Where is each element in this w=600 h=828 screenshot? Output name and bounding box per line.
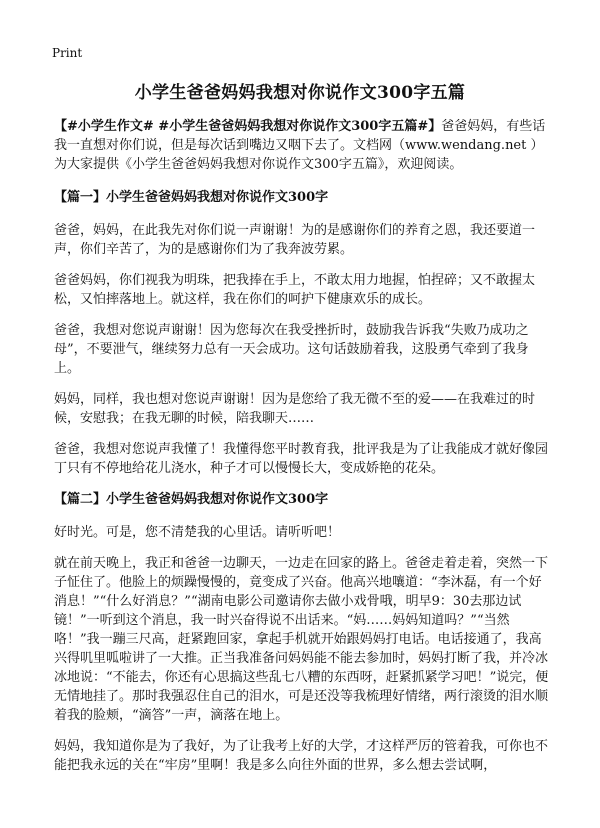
intro-lead: 【#小学生作文# #小学生爸爸妈妈我想对你说作文300字五篇#】 — [54, 119, 442, 134]
paragraph: 妈妈，我知道你是为了我好，为了让我考上好的大学，才这样严厉的管着我，可你也不能把我永远的关在“牢房”里啊！我是多么向往外面的世界，多么想去尝试啊， — [54, 739, 549, 773]
paragraph: 爸爸妈妈，你们视我为明珠，把我捧在手上，不敢太用力地握，怕捏碎；又不敢握太松，又怕摔落地上。就这样，我在你们的呵护下健康欢乐的成长。 — [54, 273, 536, 307]
intro-paragraph — [54, 117, 550, 174]
paragraph: 妈妈，同样，我也想对您说声谢谢！因为是您给了我无微不至的爱——在我难过的时候，安慰我；在我无聊的时候，陪我聊天…… — [54, 392, 536, 426]
paragraph: 爸爸，妈妈，在此我先对你们说一声谢谢！为的是感谢你们的养育之恩，我还要道一声，你们辛苦了，为的是感谢你们为了我奔波劳累。 — [54, 223, 536, 257]
paragraph: 爸爸，我想对您说声谢谢！因为您每次在我受挫折时，鼓励我告诉我“失败乃成功之母”，不要泄气，继续努力总有一天会成功。这句话鼓励着我，这股勇气牵到了我身上。 — [54, 323, 529, 376]
print-label: Print — [52, 46, 83, 60]
intro-text: 爸爸妈妈，有些话我一直想对你们说，但是每次话到嘴边又咽下去了。文档网（www.wendang.net ）为大家提供《小学生爸爸妈妈我想对你说作文300字五篇》，欢迎阅读。 — [54, 119, 546, 172]
paragraph: 就在前天晚上，我正和爸爸一边聊天，一边走在回家的路上。爸爸走着走着，突然一下子怔住了。他脸上的烦躁慢慢的，竟变成了兴奋。他高兴地嚷道：“李沐磊，有一个好消息！”“什么好消息？”“湖南电影公司邀请你去做小戏骨哦，明早9：30去那边试镜！”一听到这个消息，我一时兴奋得说不出话来。“妈……妈妈知道吗？”“当然咯！”我一蹦三尺高，赶紧跑回家，拿起手机就开始跟妈妈打电话。电话接通了，我高兴得叽里呱啦讲了一大推。正当我准备问妈妈能不能去参加时，妈妈打断了我，并冷冰冰地说：“不能去，你还有心思搞这些乱七八糟的东西呀，赶紧抓紧学习吧！”说完，便无情地挂了。那时我强忍住自己的泪水，可是还没等我梳理好情绪，两行滚烫的泪水顺着我的脸颊，“滴答”一声，滴落在地上。 — [54, 556, 549, 723]
section-heading: 【篇二】小学生爸爸妈妈我想对你说作文300字 — [54, 492, 329, 507]
section-heading: 【篇一】小学生爸爸妈妈我想对你说作文300字 — [54, 190, 329, 205]
paragraph: 爸爸，我想对您说声我懂了！我懂得您平时教育我，批评我是为了让我能成才就好像园丁只有不停地给花儿浇水，种子才可以慢慢长大，变成娇艳的花朵。 — [54, 442, 549, 476]
article-body — [54, 117, 550, 787]
page-title: 小学生爸爸妈妈我想对你说作文300字五篇 — [134, 83, 466, 103]
paragraph: 好时光。可是，您不清楚我的心里话。请听听吧！ — [54, 525, 341, 540]
